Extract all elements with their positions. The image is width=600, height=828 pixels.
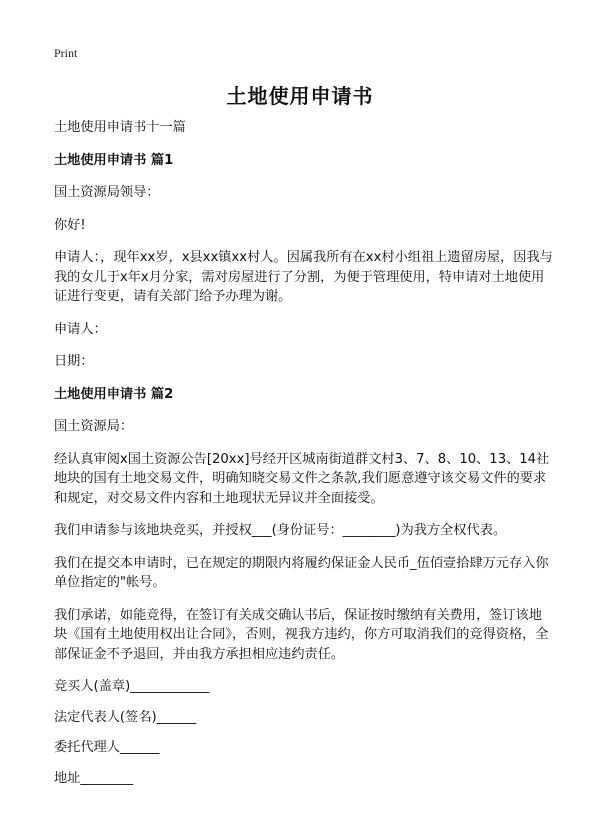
- part2-agent: 委托代理人______: [54, 740, 160, 755]
- part1-date: 日期：: [54, 354, 94, 369]
- part2-para2: 我们申请参与该地块竞买，并授权___(身份证号：________)为我方全权代表。: [54, 523, 507, 538]
- part2-address: 地址________: [54, 770, 134, 786]
- document-title: 土地使用申请书: [226, 84, 374, 108]
- part1-greeting: 你好!: [54, 217, 86, 233]
- part1-applicant: 申请人：: [54, 321, 107, 337]
- part2-bidder: 竞买人(盖章)____________: [54, 679, 210, 694]
- part2-recipient: 国土资源局：: [54, 419, 134, 434]
- part1-body: 申请人：，现年xx岁，x县xx镇xx村人。因属我所有在xx村小组祖上遗留房屋，因我与我的女儿于x年x月分家，需对房屋进行了分割，为便于管理使用，特申请对土地使用证进行变更，请有关部门给予办理为谢。: [54, 250, 553, 304]
- part1-heading: 土地使用申请书 篇1: [54, 152, 174, 168]
- print-label: Print: [54, 46, 78, 60]
- document-body: [54, 118, 554, 799]
- part2-para4: 我们承诺，如能竞得，在签订有关成交确认书后，保证按时缴纳有关费用，签订该地块《国有土地使用权出让合同》，否则，视我方违约，你方可取消我们的竞得资格，全部保证金不予退回，并由我方承担相应违约责任。: [54, 607, 549, 662]
- document-subtitle: 土地使用申请书十一篇: [54, 120, 186, 135]
- part2-para3: 我们在提交本申请时，已在规定的期限内将履约保证金人民币_伍佰壹拾肆万元存入你单位指定的"帐号。: [54, 555, 549, 590]
- part2-para1: 经认真审阅x国土资源公告[20xx]号经开区城南街道群文村3、7、8、10、13、14社地块的国有土地交易文件，明确知晓交易文件之条款,我们愿意遵守该交易文件的要求和规定，对交易文件内容和土地现状无异议并全面接受。: [54, 451, 550, 506]
- part2-heading: 土地使用申请书 篇2: [54, 386, 174, 402]
- part2-legal-rep: 法定代表人(签名)______: [54, 709, 197, 725]
- part1-recipient: 国土资源局领导：: [54, 185, 160, 200]
